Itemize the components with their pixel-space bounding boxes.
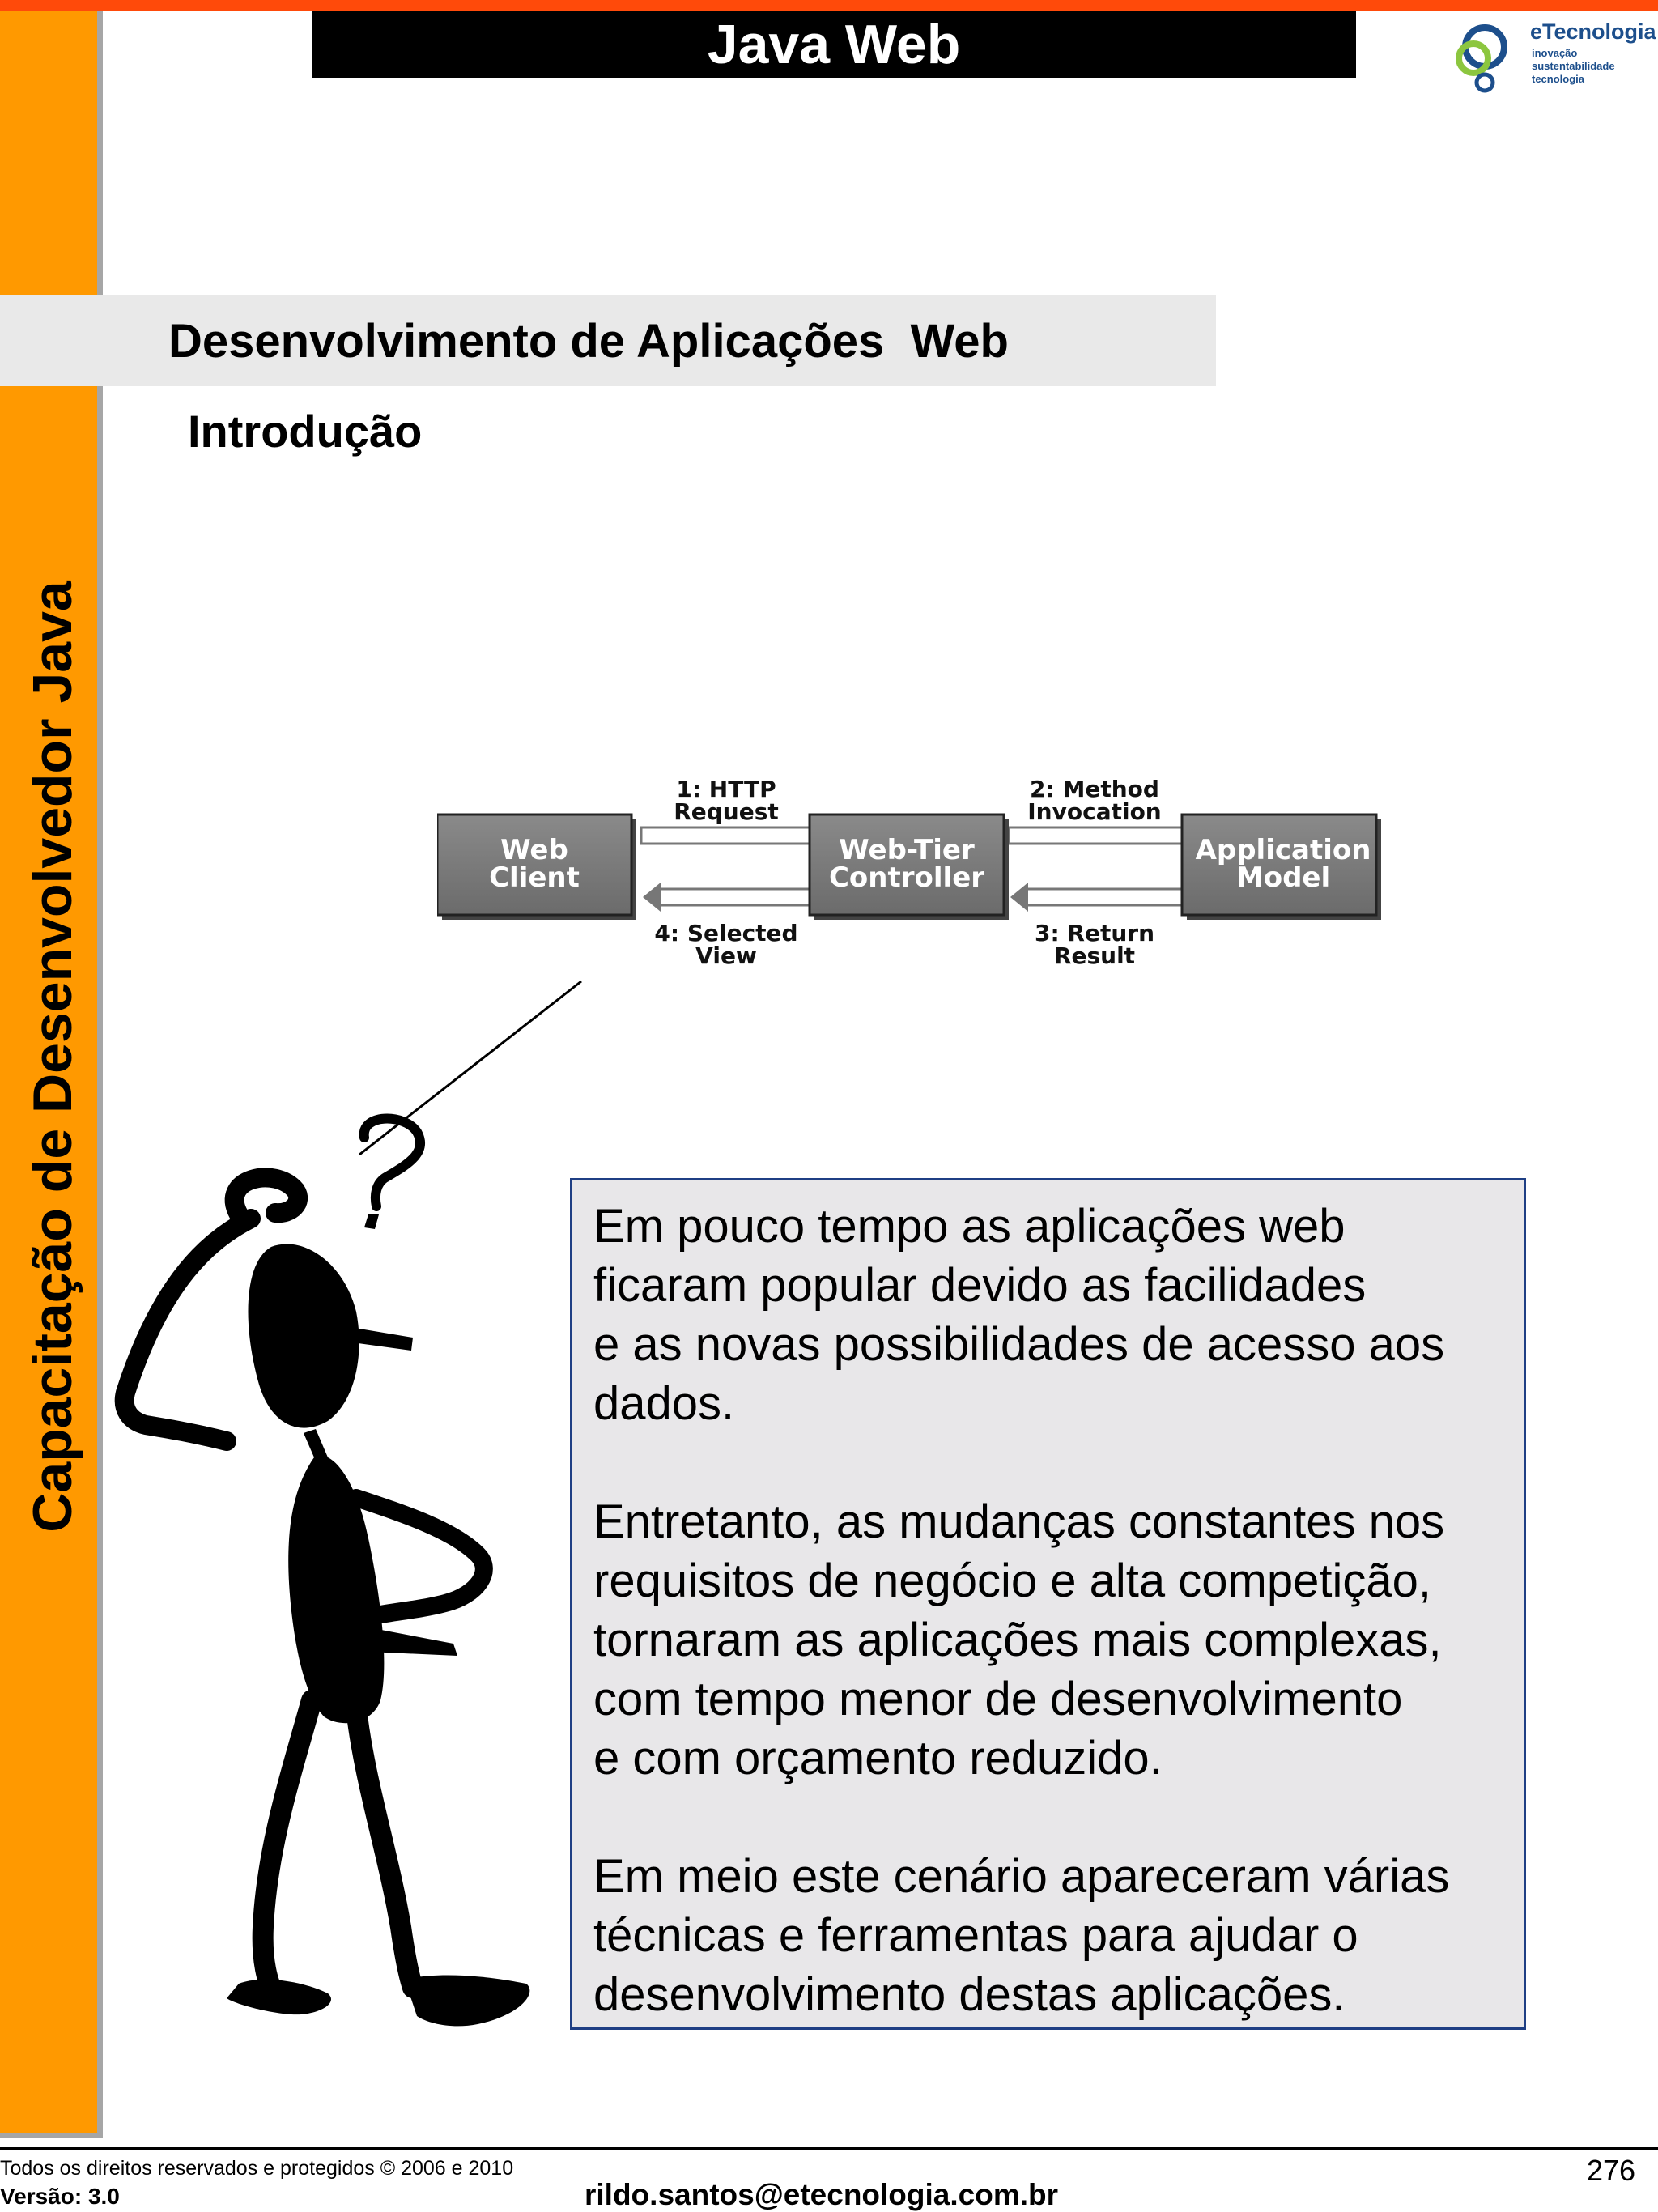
paragraph-1: Em pouco tempo as aplicações web ficaram popular devido as facilidades e as novas possibilidades de acesso aos dados. bbox=[593, 1200, 1445, 1430]
logo-name: eTecnologia bbox=[1530, 19, 1656, 44]
footer-copyright: Todos os direitos reservados e protegidos © 2006 e 2010 bbox=[0, 2157, 514, 2180]
torso bbox=[288, 1429, 384, 1723]
box-controller-line1: Web-Tier bbox=[839, 834, 975, 866]
footer-rule bbox=[0, 2147, 1658, 2150]
section-title: Desenvolvimento de Aplicações Web bbox=[168, 315, 1009, 368]
header-title: Java Web bbox=[707, 14, 961, 75]
box-application-model bbox=[1182, 815, 1381, 920]
label-return-result-1: 3: Return bbox=[1034, 920, 1155, 946]
logo-tagline-2: sustentabilidade bbox=[1532, 60, 1615, 72]
label-selected-view-1: 4: Selected bbox=[654, 920, 798, 946]
head bbox=[248, 1244, 359, 1428]
label-selected-view-2: View bbox=[695, 942, 757, 969]
logo-ring-small bbox=[1477, 74, 1493, 91]
arrow-method-invocation bbox=[1009, 821, 1208, 850]
logo-tagline-1: inovação bbox=[1532, 47, 1578, 59]
sidebar-vertical-title: Capacitação de Desenvolvedor Java bbox=[22, 581, 83, 1533]
thinking-figure-clipart bbox=[97, 972, 551, 2057]
arrow-return-result bbox=[1010, 883, 1209, 912]
box-model-line2: Model bbox=[1235, 861, 1331, 894]
label-method-invocation-2: Invocation bbox=[1027, 798, 1162, 825]
label-method-invocation-1: 2: Method bbox=[1030, 776, 1159, 802]
footer-version: Versão: 3.0 bbox=[0, 2184, 120, 2209]
sidebar-top-block bbox=[0, 11, 103, 295]
footer-email: rildo.santos@etecnologia.com.br bbox=[585, 2178, 1059, 2211]
logo-tagline-3: tecnologia bbox=[1532, 73, 1585, 85]
label-return-result-2: Result bbox=[1053, 942, 1136, 969]
mvc-diagram bbox=[437, 769, 1392, 980]
top-stripe bbox=[0, 0, 1658, 11]
label-http-request-2: Request bbox=[674, 798, 779, 825]
logo-ring-green bbox=[1459, 44, 1488, 73]
footer-page-number: 276 bbox=[1587, 2154, 1636, 2187]
label-http-request-1: 1: HTTP bbox=[676, 776, 776, 802]
box-controller-line2: Controller bbox=[828, 861, 985, 894]
question-mark bbox=[364, 1119, 420, 1206]
box-web-client-line2: Client bbox=[489, 861, 580, 894]
box-web-client bbox=[437, 815, 636, 920]
box-model-line1: Application bbox=[1195, 834, 1371, 866]
box-web-client-line1: Web bbox=[500, 834, 568, 866]
box-web-tier-controller bbox=[810, 815, 1009, 920]
section-subtitle: Introdução bbox=[188, 406, 423, 457]
paragraph-3: Em meio este cenário apareceram várias técnicas e ferramentas para ajudar o desenvolvimento destas aplicações. bbox=[593, 1850, 1450, 2021]
content-text-box bbox=[570, 1178, 1526, 2030]
paragraph-2: Entretanto, as mudanças constantes nos requisitos de negócio e alta competição, tornaram as aplicações mais complexas, com tempo menor de desenvolvimento e com orçamento reduzido. bbox=[593, 1495, 1445, 1784]
